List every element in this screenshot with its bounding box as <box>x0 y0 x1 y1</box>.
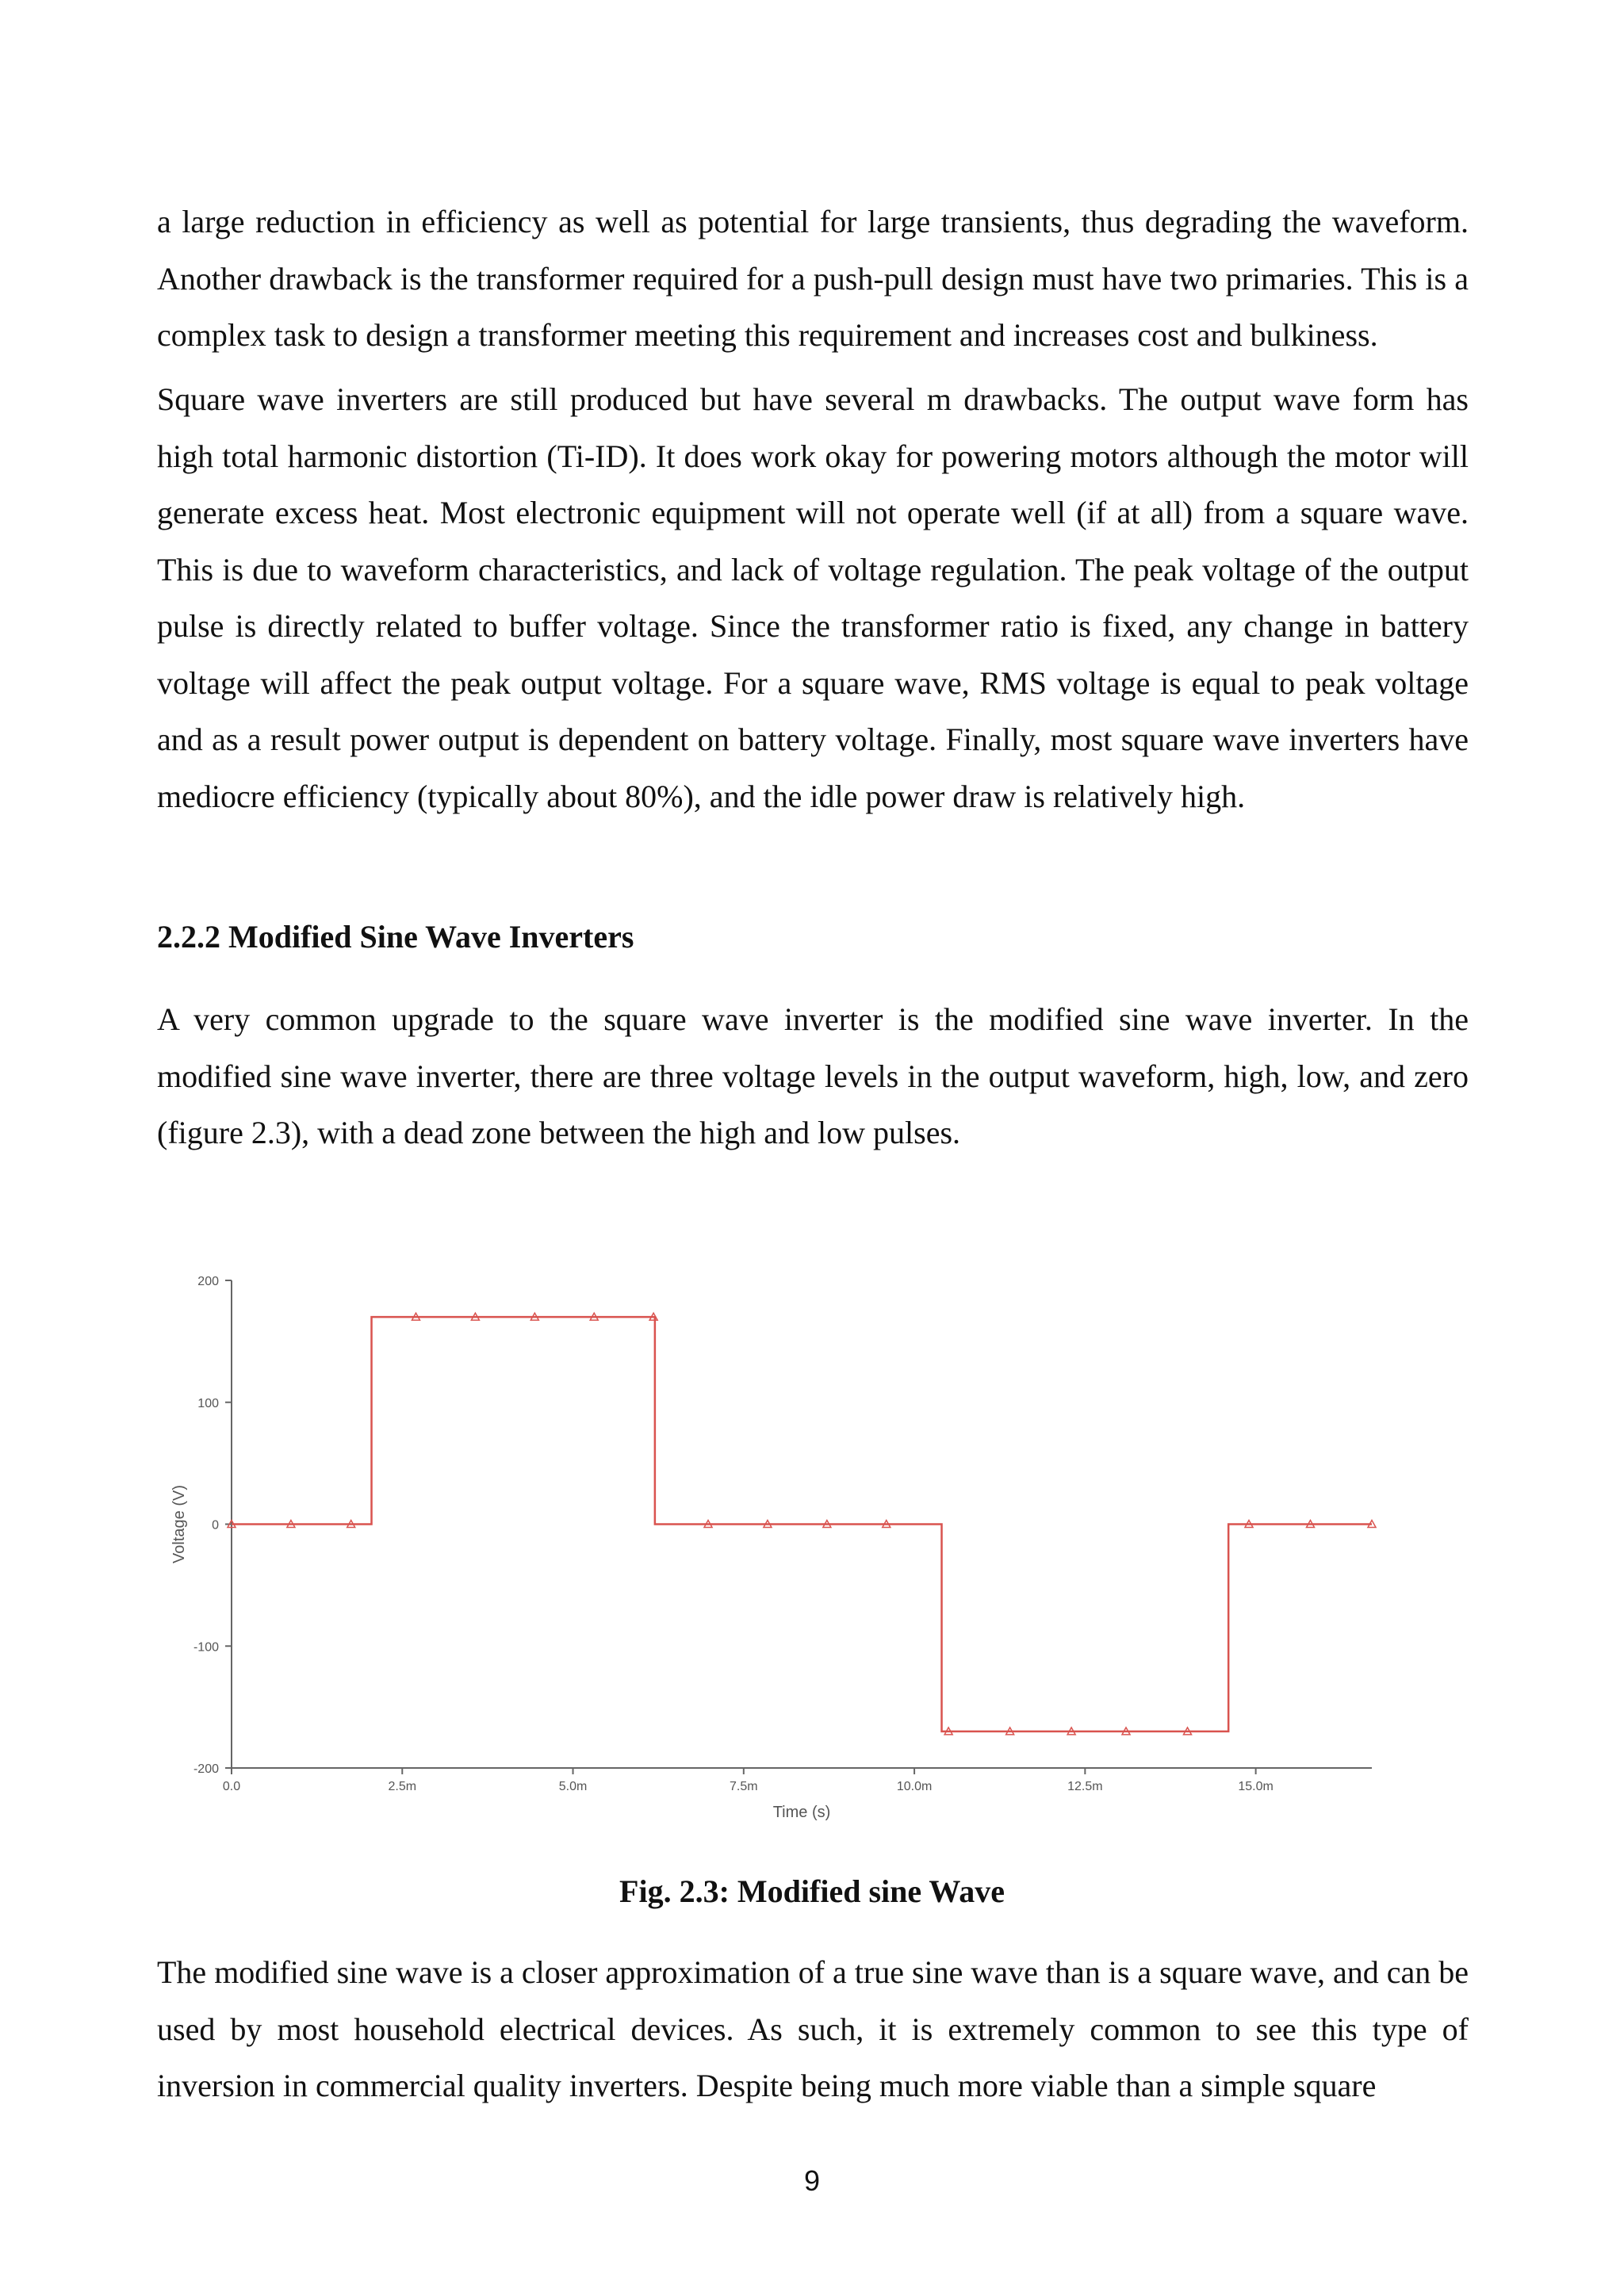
paragraph-1: a large reduction in efficiency as well as potential for large transients, thus degrading the waveform. Another drawback is the transformer required for a push-pull design must have two primaries. This is a complex task to design a transformer meeting this requirement and increases cost and bulkiness. <box>157 204 1469 353</box>
modified-sine-wave-chart <box>159 1261 1396 1831</box>
y-tick-label: 200 <box>197 1275 219 1288</box>
y-tick-label: -200 <box>193 1762 219 1776</box>
section-heading: 2.2.2 Modified Sine Wave Inverters <box>157 919 634 955</box>
x-tick-label: 5.0m <box>558 1780 588 1793</box>
x-tick-label: 2.5m <box>388 1780 417 1793</box>
x-tick-label: 7.5m <box>730 1780 758 1793</box>
figure-caption: Fig. 2.3: Modified sine Wave <box>619 1873 1005 1909</box>
y-tick-label: 0 <box>212 1518 219 1533</box>
x-tick-label: 12.5m <box>1067 1780 1103 1793</box>
y-tick-label: 100 <box>197 1396 219 1410</box>
paragraph-3: A very common upgrade to the square wave inverter is the modified sine wave inverter. In the modified sine wave inverter, there are three voltage levels in the output waveform, high, low, and zero (figure 2.3), with a dead zone between the high and low pulses. <box>157 1001 1469 1150</box>
x-tick-label: 10.0m <box>896 1780 933 1793</box>
x-tick-label: 15.0m <box>1238 1780 1274 1793</box>
x-tick-label: 0.0 <box>222 1780 241 1793</box>
paragraph-4: The modified sine wave is a closer approximation of a true sine wave than is a square wave, and can be used by most household electrical devices. As such, it is extremely common to see this type of inversion in commercial quality inverters. Despite being much more viable than a simple square <box>157 1954 1469 2103</box>
paragraph-2: Square wave inverters are still produced but have several m drawbacks. The output wave form has high total harmonic distortion (Ti-ID). It does work okay for powering motors although the motor will generate excess heat. Most electronic equipment will not operate well (if at all) from a square wave. This is due to waveform characteristics, and lack of voltage regulation. The peak voltage of the output pulse is directly related to buffer voltage. Since the transformer ratio is fixed, any change in battery voltage will affect the peak output voltage. For a square wave, RMS voltage is equal to peak voltage and as a result power output is dependent on battery voltage. Finally, most square wave inverters have mediocre efficiency (typically about 80%), and the idle power draw is relatively high. <box>157 381 1469 814</box>
page-number: 9 <box>803 2164 821 2197</box>
y-axis-label: Voltage (V) <box>170 1485 188 1563</box>
waveform-line <box>232 1317 1372 1732</box>
y-tick-label: -100 <box>193 1640 219 1655</box>
x-axis-label: Time (s) <box>772 1804 831 1821</box>
